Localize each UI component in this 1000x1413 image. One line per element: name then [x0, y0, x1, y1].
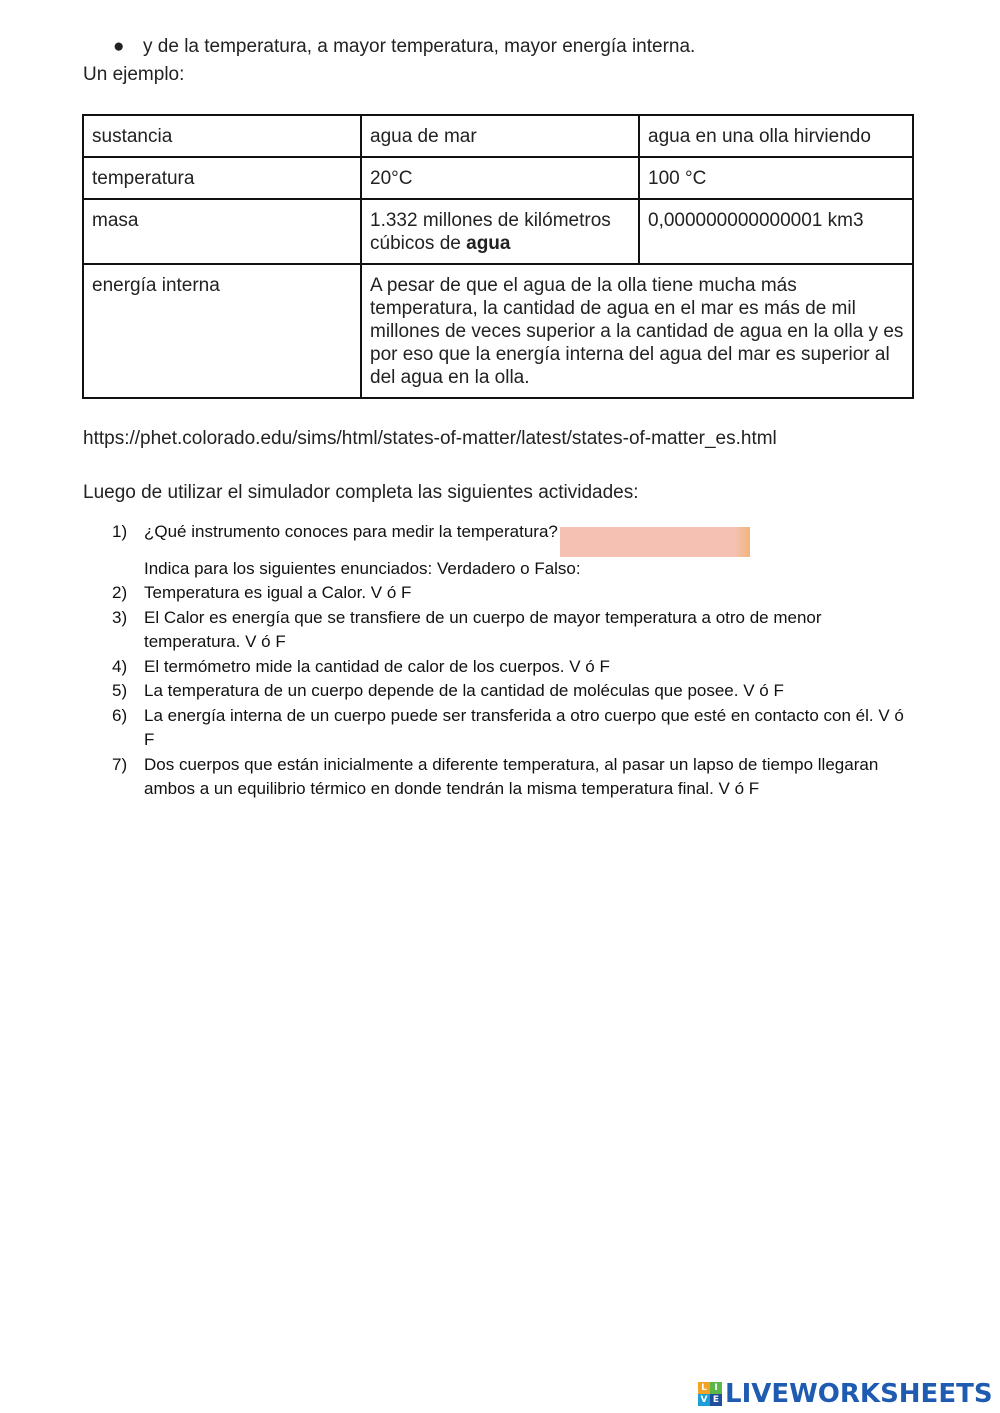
bold-word: agua — [466, 233, 511, 254]
item-text: Temperatura es igual a Calor. V ó F — [144, 583, 412, 602]
table-cell: 0,000000000000001 km3 — [639, 199, 913, 264]
list-item — [112, 704, 912, 753]
intro-text: Un ejemplo: — [83, 64, 185, 85]
list-item — [112, 581, 912, 606]
item-number: 5) — [112, 681, 128, 700]
list-item — [112, 753, 912, 802]
table-row — [83, 157, 913, 199]
masa-mar-text: 1.332 millones de kilómetros cúbicos de — [370, 210, 611, 254]
table-cell: sustancia — [83, 115, 361, 157]
item-text: El termómetro mide la cantidad de calor de los cuerpos. V ó F — [144, 656, 610, 676]
activities-list — [112, 520, 912, 802]
answer-input[interactable] — [560, 527, 750, 557]
list-item — [112, 520, 912, 581]
table-cell: 100 °C — [639, 157, 913, 199]
item-number: 2) — [112, 583, 128, 602]
table-cell: agua de mar — [361, 115, 639, 157]
item-text: La energía interna de un cuerpo puede ser transferida a otro cuerpo que esté en contacto con él. V ó F — [144, 705, 904, 749]
table-row — [83, 264, 913, 398]
example-table — [82, 114, 914, 399]
table-cell: 20°C — [361, 157, 639, 199]
activities-lead: Luego de utilizar el simulador completa las siguientes actividades: — [83, 482, 639, 503]
table-row — [83, 199, 913, 264]
logo-letter: I — [710, 1382, 722, 1394]
table-cell: masa — [83, 199, 361, 264]
item-number: 3) — [112, 607, 128, 627]
table-cell: energía interna — [83, 264, 361, 398]
logo-letter: L — [698, 1382, 710, 1394]
logo-icon — [698, 1382, 722, 1406]
item-text: ¿Qué instrumento conoces para medir la temperatura? — [144, 522, 558, 541]
item-number: 7) — [112, 754, 128, 774]
bullet-text: y de la temperatura, a mayor temperatura, mayor energía interna. — [143, 36, 696, 57]
bullet-line — [113, 36, 695, 58]
list-item — [112, 679, 912, 704]
item-text: El Calor es energía que se transfiere de un cuerpo de mayor temperatura a otro de menor temperatura. V ó F — [144, 607, 822, 651]
item-number: 6) — [112, 705, 128, 725]
table-cell: agua en una olla hirviendo — [639, 115, 913, 157]
list-item — [112, 655, 912, 680]
item-number: 4) — [112, 656, 128, 676]
table-row — [83, 115, 913, 157]
item-text: Dos cuerpos que están inicialmente a diferente temperatura, al pasar un lapso de tiempo llegaran ambos a un equilibrio térmico en donde tendrán la misma temperatura final. V ó F — [144, 754, 879, 798]
logo-letter: E — [710, 1394, 722, 1406]
item-number: 1) — [112, 522, 128, 541]
simulator-url[interactable]: https://phet.colorado.edu/sims/html/states-of-matter/latest/states-of-matter_es.html — [83, 428, 777, 449]
table-cell-energy-explanation: A pesar de que el agua de la olla tiene mucha más temperatura, la cantidad de agua en el mar es más de mil millones de veces superior a la cantidad de agua en la olla y es por eso que la energía interna del agua del mar es superior al del agua en la olla. — [361, 264, 913, 398]
list-item — [112, 606, 912, 655]
item-text: La temperatura de un cuerpo depende de la cantidad de moléculas que posee. V ó F — [144, 681, 784, 700]
instruction-note: Indica para los siguientes enunciados: Verdadero o Falso: — [144, 558, 581, 578]
liveworksheets-logo — [698, 1380, 993, 1408]
table-cell-masa-mar — [361, 199, 639, 264]
bullet-marker: ● — [113, 36, 125, 57]
logo-text: LIVEWORKSHEETS — [725, 1379, 993, 1409]
logo-letter: V — [698, 1394, 710, 1406]
table-cell: temperatura — [83, 157, 361, 199]
